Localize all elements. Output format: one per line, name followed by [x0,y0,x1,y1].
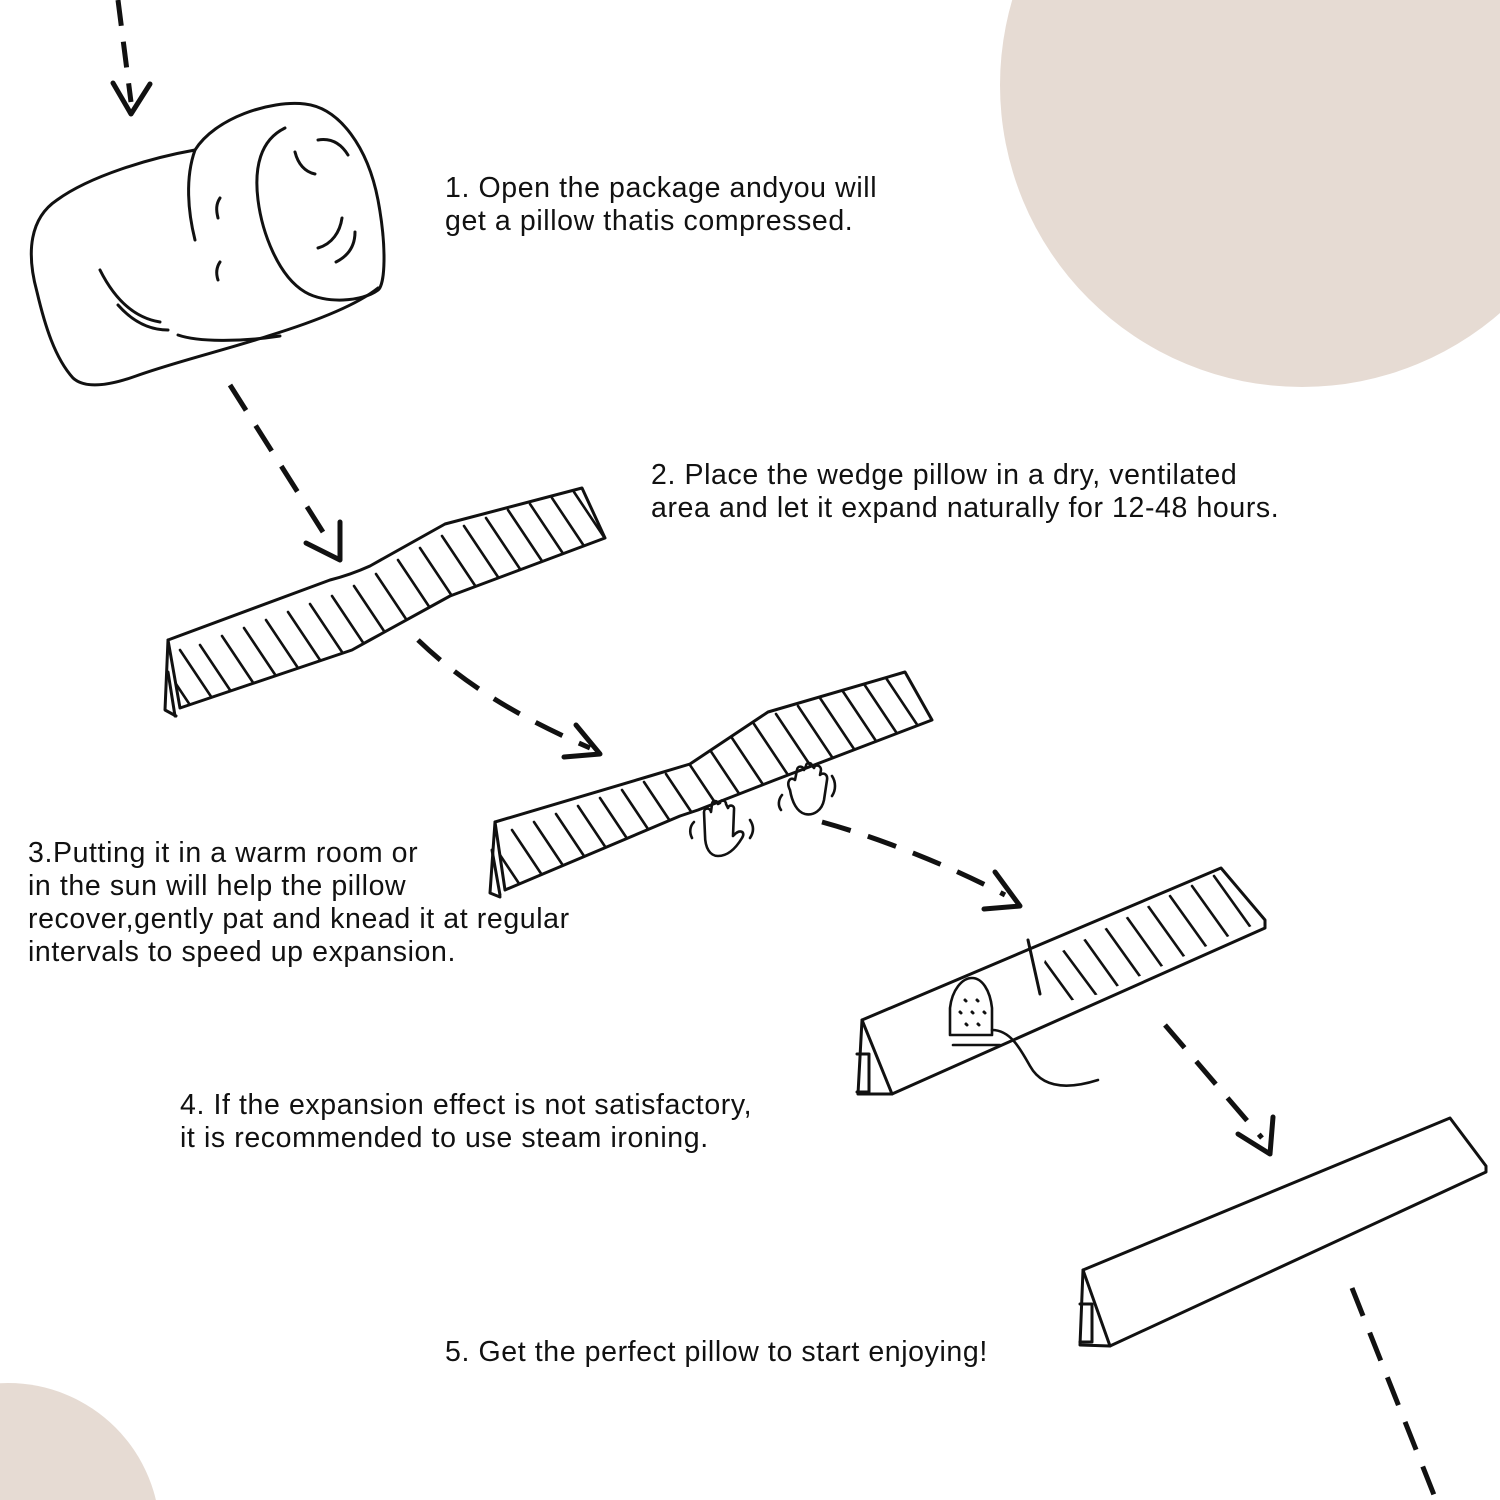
dashed-arrow-icon [418,640,600,757]
step-3-line-2: in the sun will help the pillow [28,870,407,902]
step-3-line-1: 3.Putting it in a warm room or [28,837,419,869]
step-1-line-1: 1. Open the package andyou will [445,172,878,204]
dashed-arrow-icon [113,0,150,114]
dashed-arrow-icon [230,385,340,560]
step-2-line-2: area and let it expand naturally for 12-48 hours. [651,492,1280,524]
step-2-line-1: 2. Place the wedge pillow in a dry, ventilated [651,459,1238,491]
wedge-pillow-icon [857,868,1265,1094]
step-2-text [651,459,1279,525]
step-4-line-1: 4. If the expansion effect is not satisfactory, [180,1089,753,1121]
hand-pat-icon [690,763,835,856]
step-4-line-2: it is recommended to use steam ironing. [180,1122,709,1154]
compressed-pillow-icon [31,103,384,385]
step-3-line-3: recover,gently pat and knead it at regular [28,903,570,935]
steam-iron-icon [950,978,1098,1086]
step-5-line-1: 5. Get the perfect pillow to start enjoying! [445,1336,988,1368]
step-5-text [445,1336,988,1369]
step-3-line-4: intervals to speed up expansion. [28,936,456,968]
dashed-arrow-icon [1165,1025,1273,1154]
decorative-circle-top-right [1000,0,1500,387]
flat-pillow-icon [160,488,614,720]
dashed-arrow-icon [1352,1288,1436,1500]
step-3-text [28,837,570,969]
decorative-circle-bottom-left [0,1383,160,1500]
dashed-arrow-icon [822,822,1020,909]
wedge-pillow-icon [1080,1118,1486,1346]
step-1-line-2: get a pillow thatis compressed. [445,205,854,237]
step-1-text [445,172,877,238]
step-4-text [180,1089,752,1155]
